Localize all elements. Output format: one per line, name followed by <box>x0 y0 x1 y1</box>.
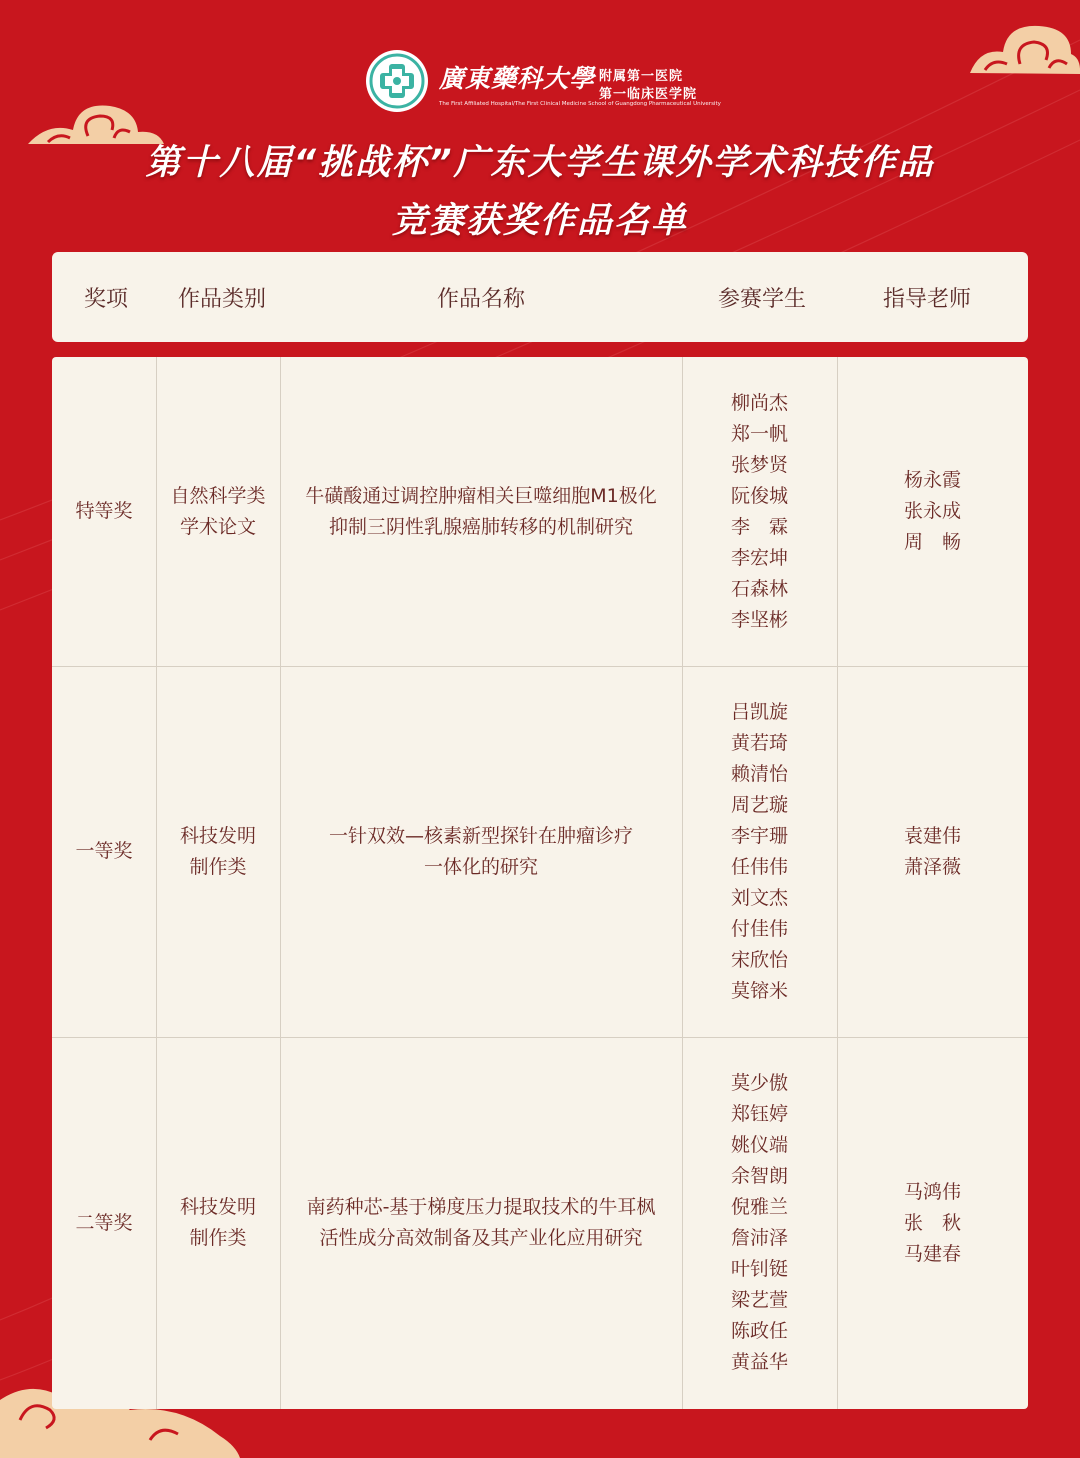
table-row <box>52 357 1028 667</box>
school-name: 第一临床医学院 <box>599 87 698 102</box>
hospital-seal-icon <box>365 49 429 113</box>
english-name: The First Affiliated Hospital/The First Clinical Medicine School of Guangdong Pharmaceutical University <box>439 101 721 107</box>
student-name: 梁艺萱 <box>730 1289 788 1311</box>
advisor-name: 马建春 <box>903 1242 961 1265</box>
student-name: 李宇珊 <box>730 824 788 847</box>
category-cell <box>156 1037 280 1409</box>
advisor-name: 萧泽薇 <box>903 855 961 878</box>
student-name: 赖清怡 <box>730 762 788 785</box>
students-cell <box>682 666 837 1037</box>
student-name: 莫少傲 <box>730 1072 788 1094</box>
project-line: 抑制三阴性乳腺癌肺转移的机制研究 <box>328 515 633 538</box>
category-cell <box>156 357 280 666</box>
award-cell: 特等奖 <box>75 500 133 522</box>
student-name: 詹沛泽 <box>730 1227 788 1249</box>
student-name: 刘文杰 <box>730 886 788 909</box>
category-line: 制作类 <box>189 1227 247 1249</box>
university-name: 廣東藥科大學 <box>439 64 596 93</box>
award-cell: 一等奖 <box>75 840 133 862</box>
student-name: 张梦贤 <box>730 453 788 476</box>
category-line: 科技发明 <box>179 1196 256 1218</box>
header-students: 参赛学生 <box>717 286 806 312</box>
project-cell <box>280 357 682 666</box>
header-project: 作品名称 <box>436 286 525 312</box>
student-name: 叶钊铤 <box>730 1258 788 1280</box>
advisor-name: 袁建伟 <box>903 824 961 847</box>
category-line: 制作类 <box>189 855 247 878</box>
advisors-cell <box>837 666 1028 1037</box>
students-cell <box>682 1037 837 1409</box>
student-name: 李坚彬 <box>730 608 788 631</box>
table-row <box>52 666 1028 1038</box>
student-name: 周艺璇 <box>730 793 788 816</box>
header-category: 作品类别 <box>177 286 266 312</box>
student-name: 吕凯旋 <box>730 700 788 723</box>
category-line: 学术论文 <box>179 515 256 538</box>
student-name: 姚仪端 <box>730 1134 788 1156</box>
table-row <box>52 1037 1028 1409</box>
student-name: 郑钰婷 <box>730 1103 788 1125</box>
student-name: 付佳伟 <box>730 917 788 940</box>
table-header <box>52 252 1028 342</box>
header-award: 奖项 <box>83 286 128 312</box>
category-cell <box>156 666 280 1037</box>
student-name: 李 霖 <box>730 515 788 538</box>
header-advisors: 指导老师 <box>882 286 971 312</box>
category-line: 科技发明 <box>179 824 256 847</box>
students-cell <box>682 357 837 666</box>
advisor-name: 张永成 <box>903 500 961 522</box>
award-cell: 二等奖 <box>75 1211 133 1234</box>
student-name: 黄益华 <box>730 1351 788 1373</box>
project-line: 南药种芯-基于梯度压力提取技术的牛耳枫 <box>306 1196 656 1218</box>
student-name: 黄若琦 <box>730 731 788 754</box>
student-name: 石森林 <box>730 577 788 600</box>
project-cell <box>280 1037 682 1409</box>
student-name: 余智朗 <box>730 1165 788 1187</box>
advisor-name: 杨永霞 <box>903 469 961 491</box>
page-title-line1: 第十八届“挑战杯”广东大学生课外学术科技作品 <box>145 143 935 183</box>
category-line: 自然科学类 <box>170 484 266 507</box>
advisor-name: 马鸿伟 <box>903 1180 961 1203</box>
page-title-line2: 竞赛获奖作品名单 <box>391 201 688 241</box>
student-name: 李宏坤 <box>730 546 788 569</box>
student-name: 宋欣怡 <box>730 948 788 971</box>
award-table <box>52 357 1028 1409</box>
hospital-logo <box>365 48 725 114</box>
student-name: 郑一帆 <box>730 422 788 445</box>
project-line: 牛磺酸通过调控肿瘤相关巨噬细胞M1极化 <box>305 484 657 507</box>
advisor-name: 张 秋 <box>903 1211 961 1234</box>
student-name: 任伟伟 <box>730 855 788 878</box>
advisors-cell <box>837 357 1028 666</box>
project-line: 一体化的研究 <box>423 855 538 878</box>
hospital-name: 附属第一医院 <box>599 69 684 84</box>
student-name: 柳尚杰 <box>730 391 788 414</box>
project-line: 一针双效—核素新型探针在肿瘤诊疗 <box>328 824 633 847</box>
student-name: 阮俊城 <box>730 484 788 507</box>
student-name: 陈政任 <box>730 1320 788 1342</box>
advisor-name: 周 畅 <box>903 531 961 553</box>
student-name: 倪雅兰 <box>730 1196 788 1218</box>
student-name: 莫镕米 <box>730 979 788 1002</box>
project-line: 活性成分高效制备及其产业化应用研究 <box>319 1227 643 1249</box>
advisors-cell <box>837 1037 1028 1409</box>
project-cell <box>280 666 682 1037</box>
cloud-right-icon <box>965 18 1080 88</box>
